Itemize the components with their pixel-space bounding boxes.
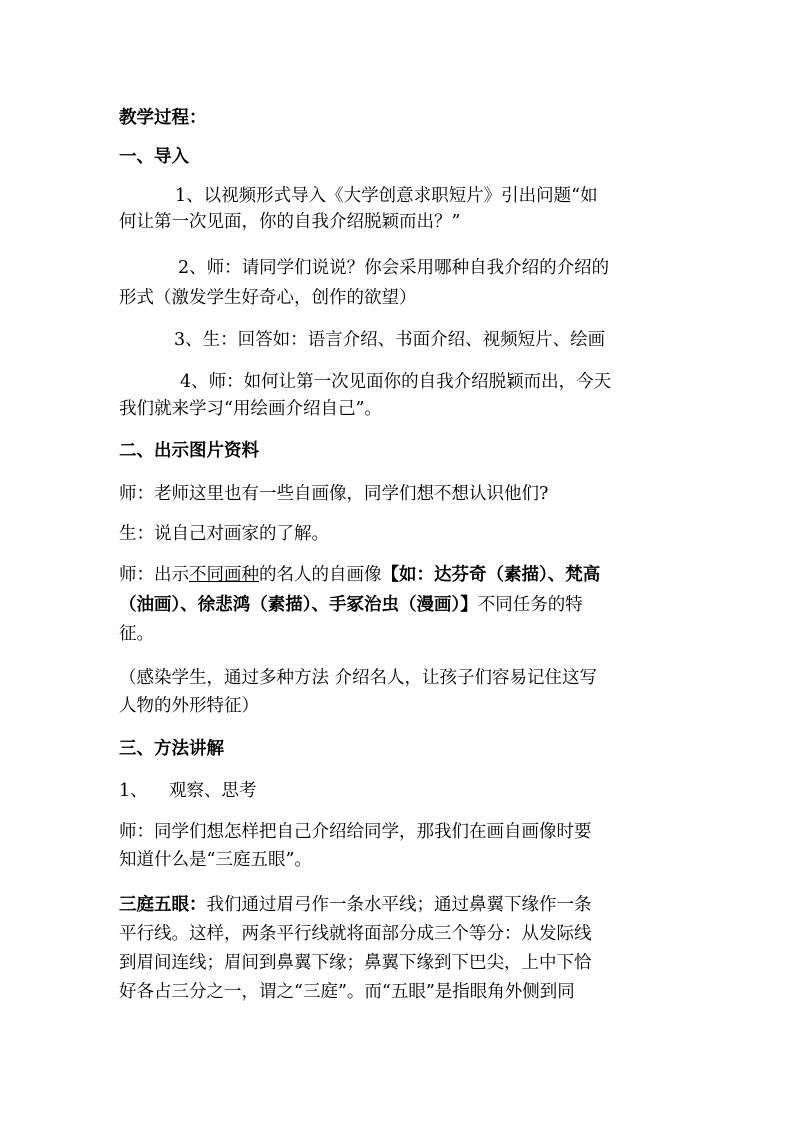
s2-p1: 师：老师这里也有一些自画像，同学们想不想认识他们? — [119, 484, 549, 504]
s3-p2-line1 — [119, 893, 592, 917]
s1-p1-line2: 何让第一次见面，你的自我介绍脱颖而出？” — [119, 212, 461, 232]
s2-p4-line2: 人物的外形特征） — [119, 696, 259, 716]
s2-p3-line1 — [119, 563, 600, 587]
s3-p2-text1: 我们通过眉弓作一条水平线；通过鼻翼下缘作一条 — [206, 895, 592, 915]
s3-item1-number: 1、 — [119, 781, 148, 801]
s1-p2-line1: 2、师：请同学们说说？你会采用哪种自我介绍的介绍的 — [178, 258, 610, 278]
s1-p4-line2: 我们就来学习“用绘画介绍自己”。 — [119, 399, 382, 419]
section-3-title: 三、方法讲解 — [119, 739, 224, 759]
section-1-title: 一、导入 — [119, 147, 189, 167]
s2-p3-bold1: 【如：达芬奇（素描）、梵高 — [381, 565, 601, 585]
s1-p2-line2: 形式（激发学生好奇心，创作的欲望） — [119, 288, 417, 308]
s3-p2-line4: 好各占三分之一，谓之“三庭”。而“五眼”是指眼角外侧到同 — [119, 982, 575, 1002]
s3-item1 — [119, 779, 257, 803]
s1-p4-line1: 4、师：如何让第一次见面你的自我介绍脱颖而出，今天 — [180, 372, 612, 392]
s2-p3-line2 — [119, 593, 583, 617]
section-2-title: 二、出示图片资料 — [119, 441, 259, 461]
s3-p1-line2: 知道什么是“三庭五眼”。 — [119, 850, 312, 870]
s2-p3-bold2: （油画）、徐悲鸿（素描）、手冢治虫（漫画）】 — [119, 595, 478, 615]
s1-p3-line1: 3、生：回答如：语言介绍、书面介绍、视频短片、绘画 — [174, 330, 606, 350]
s2-p3-text-d: 不同任务的特 — [477, 595, 583, 615]
s2-p3-text-c: 的名人的自画像 — [259, 565, 382, 585]
s2-p4-line1: （感染学生，通过多种方法 介绍名人，让孩子们容易记住这写 — [119, 668, 598, 688]
s3-p2-line3: 到眉间连线；眉间到鼻翼下缘；鼻翼下缘到下巴尖，上中下恰 — [119, 953, 592, 973]
s3-item1-text: 观察、思考 — [169, 781, 257, 801]
s2-p3-underlined: 不同画种 — [189, 565, 259, 585]
s3-p1-line1: 师：同学们想怎样把自己介绍给同学，那我们在画自画像时要 — [119, 822, 592, 842]
s2-p3-line3: 征。 — [119, 624, 154, 644]
s2-p3-text-a: 师：出示 — [119, 565, 189, 585]
s3-p2-line2: 平行线。这样，两条平行线就将面部分成三个等分：从发际线 — [119, 924, 592, 944]
s3-p2-label: 三庭五眼： — [119, 895, 207, 915]
page-heading: 教学过程： — [119, 108, 207, 128]
s2-p2: 生：说自己对画家的了解。 — [119, 524, 329, 544]
s1-p1-line1: 1、以视频形式导入《大学创意求职短片》引出问题“如 — [175, 186, 598, 206]
